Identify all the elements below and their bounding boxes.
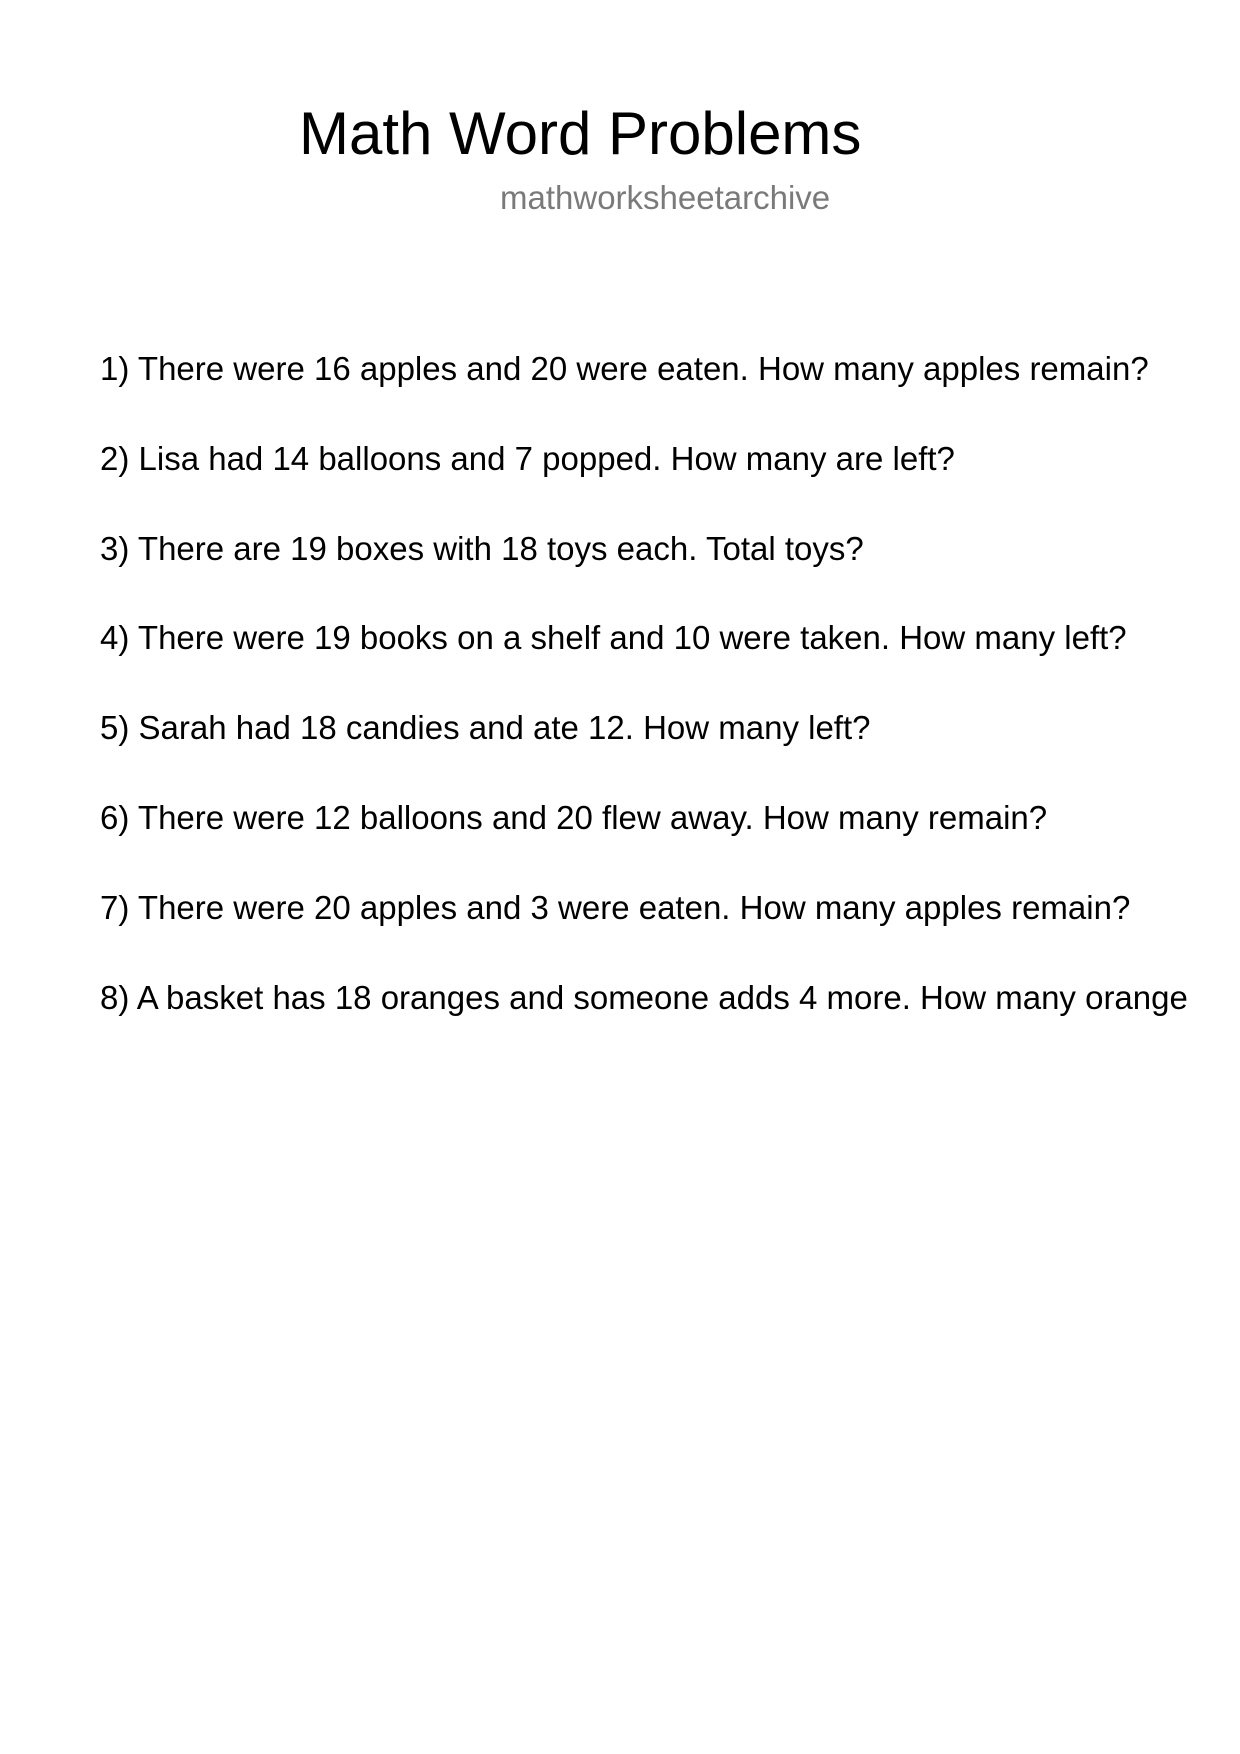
problem-item-3: 3) There are 19 boxes with 18 toys each. Total toys? (100, 529, 864, 567)
problem-item-6: 6) There were 12 balloons and 20 flew away. How many remain? (100, 798, 1048, 836)
problem-list (100, 347, 1240, 1065)
problem-item-7: 7) There were 20 apples and 3 were eaten. How many apples remain? (100, 888, 1131, 926)
problem-item-5: 5) Sarah had 18 candies and ate 12. How many left? (100, 709, 871, 747)
problem-item-2: 2) Lisa had 14 balloons and 7 popped. How many are left? (100, 439, 955, 477)
problem-item-1: 1) There were 16 apples and 20 were eaten. How many apples remain? (100, 350, 1149, 387)
source-label: mathworksheetarchive (500, 179, 831, 216)
page-title: Math Word Problems (299, 100, 862, 167)
problem-item-4: 4) There were 19 books on a shelf and 10 were taken. How many left? (100, 619, 1127, 657)
problem-item-8: 8) A basket has 18 oranges and someone adds 4 more. How many orange (100, 978, 1188, 1016)
